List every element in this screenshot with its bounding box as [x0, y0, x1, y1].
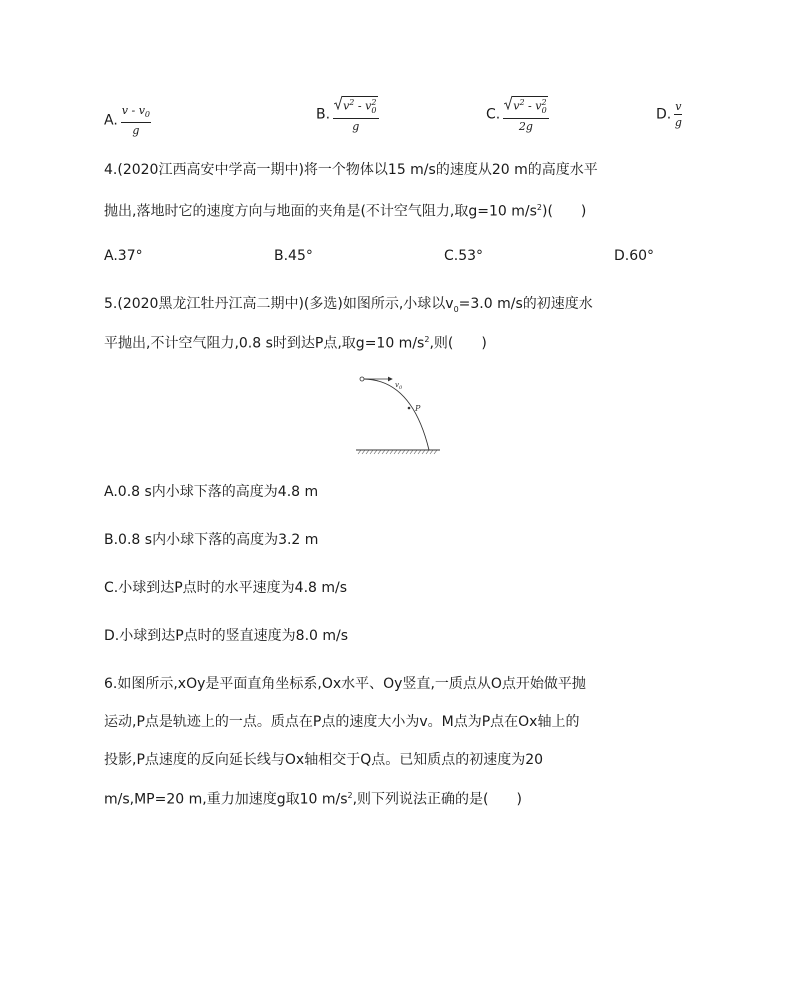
q4-line-2-sup: 2 — [536, 203, 542, 212]
label-p: P — [415, 404, 421, 413]
q5-line-1-sub: 0 — [453, 304, 459, 314]
q4-line-2 — [104, 198, 586, 222]
q3-c-denominator: 2g — [518, 119, 533, 133]
q3-c-rad-v: v — [513, 99, 520, 113]
q3-option-d-fraction — [674, 100, 682, 129]
q3-option-b-label: B. — [316, 106, 331, 123]
q6-line-4-text: m/s,MP=20 m,重力加速度g取10 m/s — [104, 791, 348, 808]
trajectory-curve — [364, 379, 429, 450]
q5-option-c: C.小球到达P点时的水平速度为4.8 m/s — [104, 580, 348, 596]
q6-line-4 — [104, 786, 522, 810]
q4-option-c: C.53° — [444, 248, 484, 264]
q5-line-2-sup: 2 — [424, 335, 430, 344]
q3-c-rad-sup: 2 — [519, 98, 525, 107]
q3-d-numerator: v — [675, 100, 682, 113]
q3-b-rad-v: v — [343, 99, 350, 113]
launch-point — [360, 377, 364, 381]
q5-line-1 — [104, 294, 593, 320]
q6-line-4-sup: 2 — [347, 791, 353, 800]
q3-option-c-label: C. — [486, 106, 501, 123]
q3-c-sqrt — [504, 96, 547, 117]
label-v0: $v_0$ — [395, 381, 403, 391]
projectile-diagram — [354, 372, 444, 458]
q3-d-denominator: g — [674, 116, 682, 129]
q3-b-rad-sup: 2 — [349, 98, 355, 107]
q4-line-1: 4.(2020江西高安中学高一期中)将一个物体以15 m/s的速度从20 m的高度水平 — [104, 162, 598, 178]
q3-b-rad-sub: 0 — [371, 105, 377, 115]
point-p — [408, 407, 411, 410]
q3-option-c-fraction — [503, 96, 548, 133]
q5-line-1-text: 5.(2020黑龙江牡丹江高二期中)(多选)如图所示,小球以v — [104, 296, 454, 312]
q6-line-2: 运动,P点是轨迹上的一点。质点在P点的速度大小为v。M点为P点在Ox轴上的 — [104, 714, 580, 730]
q3-option-c — [486, 96, 549, 133]
q4-option-a: A.37° — [104, 248, 143, 264]
q4-line-2-tail: )( ) — [542, 203, 587, 220]
q3-option-b-fraction — [333, 96, 378, 133]
q3-b-rad-sup2: 2 — [371, 98, 377, 107]
q3-a-numerator: v - v — [121, 104, 145, 117]
q3-option-b — [316, 96, 379, 133]
q5-option-b: B.0.8 s内小球下落的高度为3.2 m — [104, 532, 319, 548]
q3-b-sqrt — [334, 96, 377, 117]
q3-option-a-fraction — [121, 104, 151, 137]
q3-b-denominator: g — [352, 119, 360, 133]
q3-option-a-label: A. — [104, 112, 118, 129]
q5-line-2-tail: ,则( ) — [429, 335, 487, 352]
ground-hatch — [358, 450, 437, 454]
q3-a-numerator-sub: 0 — [144, 110, 151, 120]
q3-b-rad-mid: - v — [354, 99, 372, 113]
q4-line-2-text: 抛出,落地时它的速度方向与地面的夹角是(不计空气阻力,取g=10 m/s — [104, 203, 537, 220]
q5-line-2 — [104, 330, 487, 354]
q3-c-rad-mid: - v — [524, 99, 542, 113]
q4-option-b: B.45° — [274, 248, 313, 264]
projectile-figure — [354, 372, 444, 462]
q3-option-d-label: D. — [656, 106, 672, 123]
q5-option-d: D.小球到达P点时的竖直速度为8.0 m/s — [104, 628, 349, 644]
q5-line-2-text: 平抛出,不计空气阻力,0.8 s时到达P点,取g=10 m/s — [104, 335, 425, 352]
q4-option-d: D.60° — [614, 248, 655, 264]
q6-line-3: 投影,P点速度的反向延长线与Ox轴相交于Q点。已知质点的初速度为20 — [104, 752, 544, 768]
q6-line-1: 6.如图所示,xOy是平面直角坐标系,Ox水平、Oy竖直,一质点从O点开始做平抛 — [104, 676, 586, 692]
q5-option-a: A.0.8 s内小球下落的高度为4.8 m — [104, 484, 319, 500]
q3-c-rad-sup2: 2 — [541, 98, 547, 107]
q5-line-1-tail: =3.0 m/s的初速度水 — [458, 296, 593, 312]
q6-line-4-tail: ,则下列说法正确的是( ) — [352, 791, 522, 808]
q3-c-rad-sub: 0 — [541, 105, 547, 115]
q3-a-denominator: g — [132, 124, 140, 138]
q3-option-a — [104, 104, 151, 137]
q3-option-d — [656, 100, 682, 129]
